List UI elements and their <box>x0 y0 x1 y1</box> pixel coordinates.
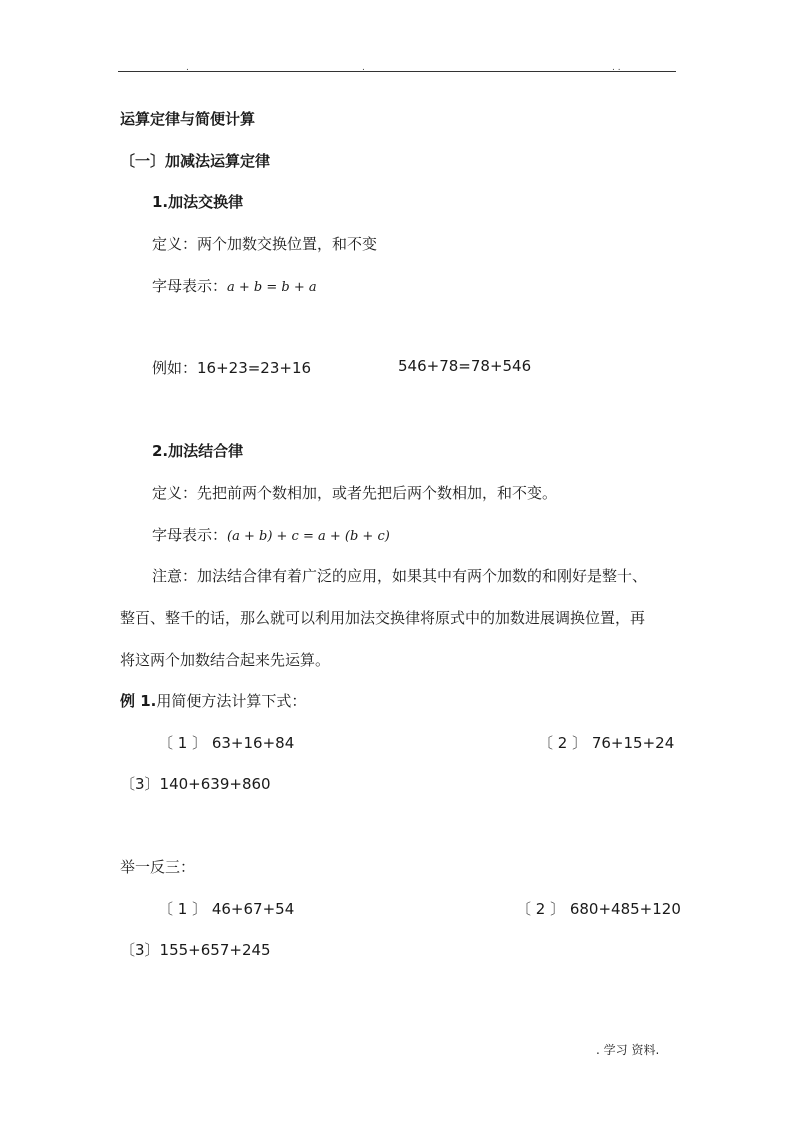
footer-text: . 学习 资料. <box>596 1043 660 1057</box>
law1-definition: 定义：两个加数交换位置，和不变 <box>152 235 378 253</box>
header-dot: . . <box>612 63 621 73</box>
law1-example-b: 546+78=78+546 <box>398 357 532 375</box>
law1-heading: 1.加法交换律 <box>152 193 244 211</box>
example1-item: 〔3〕140+639+860 <box>120 775 271 793</box>
example1-item: 〔 1 〕 63+16+84 <box>158 734 295 752</box>
law2-formula-line <box>152 524 390 545</box>
example1-line <box>120 690 306 711</box>
law2-note-line: 整百、整千的话，那么就可以利用加法交换律将原式中的加数进展调换位置，再 <box>120 609 646 627</box>
practice-heading: 举一反三： <box>120 858 196 876</box>
header-dot: . <box>186 63 189 73</box>
example1-item: 〔 2 〕 76+15+24 <box>538 734 675 752</box>
law1-formula-label: 字母表示： <box>152 277 228 295</box>
document-title: 运算定律与简便计算 <box>120 110 256 128</box>
law1-formula: a + b = b + a <box>227 280 317 295</box>
header-rule <box>118 71 676 72</box>
practice-item: 〔 2 〕 680+485+120 <box>516 900 681 918</box>
law2-definition: 定义：先把前两个数相加，或者先把后两个数相加，和不变。 <box>152 484 558 502</box>
law1-example-a: 例如：16+23=23+16 <box>152 359 312 377</box>
header-dot: . <box>362 63 365 73</box>
law2-note-line: 将这两个加数结合起来先运算。 <box>120 651 331 669</box>
law2-formula: (a + b) + c = a + (b + c) <box>227 529 390 544</box>
law2-formula-label: 字母表示： <box>152 526 228 544</box>
example1-prompt: 用简便方法计算下式： <box>156 692 307 710</box>
section-heading: 〔一〕加减法运算定律 <box>120 152 271 170</box>
practice-item: 〔 1 〕 46+67+54 <box>158 900 295 918</box>
law1-formula-line <box>152 275 317 296</box>
example1-label: 例 1. <box>120 692 157 710</box>
law2-heading: 2.加法结合律 <box>152 442 244 460</box>
practice-item: 〔3〕155+657+245 <box>120 941 271 959</box>
law2-note-line: 注意：加法结合律有着广泛的应用，如果其中有两个加数的和刚好是整十、 <box>152 567 648 585</box>
